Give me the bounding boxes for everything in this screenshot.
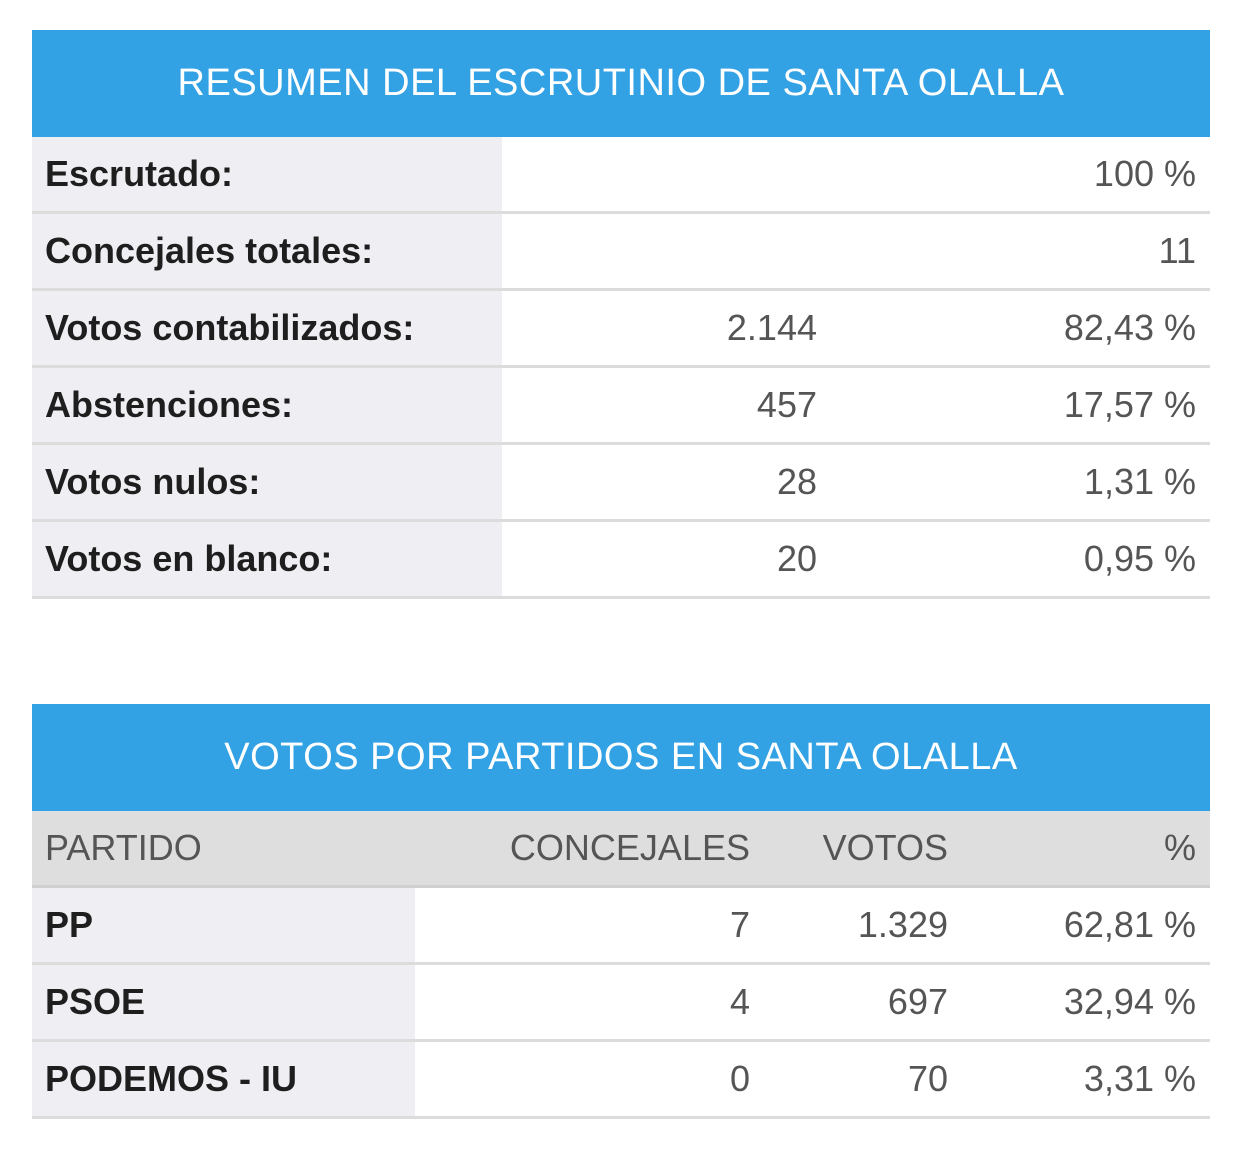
party-seats: 7: [729, 904, 750, 945]
summary-row-votos-nulos: [32, 445, 1210, 522]
party-table-column-headers: [32, 811, 1210, 888]
summary-row-value: 28: [776, 461, 817, 502]
party-row-psoe: [32, 965, 1210, 1042]
summary-row-value: 20: [776, 538, 817, 579]
summary-row-percent: 0,95 %: [1083, 538, 1196, 579]
summary-row-percent: 82,43 %: [1063, 307, 1196, 348]
party-votes: 697: [887, 981, 948, 1022]
column-header-votes: VOTOS: [822, 827, 948, 868]
party-name: PSOE: [32, 965, 415, 1039]
summary-row-percent: 1,31 %: [1083, 461, 1196, 502]
party-name: PODEMOS - IU: [32, 1042, 415, 1116]
party-name: PP: [32, 888, 415, 962]
summary-row-value: [502, 137, 817, 211]
summary-row-label: Escrutado:: [32, 137, 502, 211]
party-row-podemos-iu: [32, 1042, 1210, 1119]
summary-row-abstenciones: [32, 368, 1210, 445]
party-percent: 32,94 %: [1063, 981, 1196, 1022]
party-votes: 1.329: [857, 904, 948, 945]
summary-title: RESUMEN DEL ESCRUTINIO DE SANTA OLALLA: [32, 30, 1210, 137]
summary-row-value: 2.144: [726, 307, 817, 348]
summary-row-escrutado: [32, 137, 1210, 214]
party-votes: 70: [907, 1058, 948, 1099]
column-header-percent: %: [1163, 827, 1196, 868]
column-header-seats: CONCEJALES: [509, 827, 750, 868]
party-votes-title: VOTOS POR PARTIDOS EN SANTA OLALLA: [32, 704, 1210, 811]
summary-row-percent: 17,57 %: [1063, 384, 1196, 425]
summary-table: [32, 30, 1210, 599]
party-seats: 4: [729, 981, 750, 1022]
party-seats: 0: [729, 1058, 750, 1099]
summary-row-label: Votos nulos:: [32, 445, 502, 519]
party-votes-table: [32, 704, 1210, 1119]
summary-row-concejales: [32, 214, 1210, 291]
summary-row-percent: 11: [1158, 230, 1196, 271]
summary-row-votos-contabilizados: [32, 291, 1210, 368]
summary-row-label: Abstenciones:: [32, 368, 502, 442]
party-row-pp: [32, 888, 1210, 965]
party-percent: 3,31 %: [1083, 1058, 1196, 1099]
column-header-party: PARTIDO: [45, 827, 202, 868]
summary-row-percent: 100 %: [1093, 153, 1196, 194]
summary-row-value: [502, 214, 817, 288]
summary-row-label: Concejales totales:: [32, 214, 502, 288]
summary-row-value: 457: [756, 384, 817, 425]
summary-row-votos-en-blanco: [32, 522, 1210, 599]
party-percent: 62,81 %: [1063, 904, 1196, 945]
summary-row-label: Votos contabilizados:: [32, 291, 502, 365]
summary-row-label: Votos en blanco:: [32, 522, 502, 596]
